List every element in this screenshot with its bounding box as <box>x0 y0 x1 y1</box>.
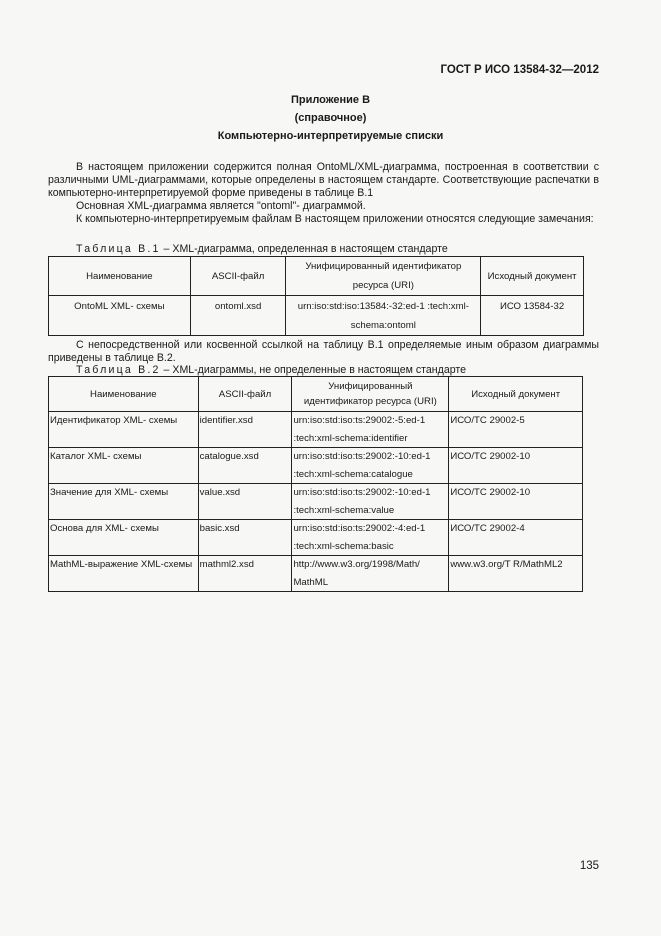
table1-caption-label: Таблица В.1 <box>76 243 161 255</box>
table1-header-cell: Унифицированный идентификатор ресурса (URI) <box>286 257 481 296</box>
table2-caption-label: Таблица В.2 <box>76 364 161 376</box>
table1-header-cell: ASCII-файл <box>190 257 286 296</box>
table-row <box>49 412 583 448</box>
table-cell: urn:iso:std:iso:ts:29002:-4:ed-1 :tech:xml-schema:basic <box>292 520 449 556</box>
appendix-title: Приложение В <box>290 94 371 106</box>
table2-header-row <box>49 377 583 412</box>
table-cell: www.w3.org/T R/MathML2 <box>449 556 583 592</box>
table1-header-cell: Наименование <box>49 257 191 296</box>
table-row <box>49 520 583 556</box>
table-row <box>49 484 583 520</box>
table-cell: basic.xsd <box>198 520 292 556</box>
paragraph-notes: К компьютерно-интерпретируемым файлам В настоящем приложении относятся следующие замечания: <box>76 213 594 225</box>
paragraph-intro: В настоящем приложении содержится полная OntoML/XML-диаграмма, построенная в соответствии с различными UML-диаграммами, которые определены в настоящем стандарте. Соответствующие распечатки в компьютерно-интерпретируемой форме приведены в таблице В.1 <box>48 161 599 199</box>
table-row <box>49 296 584 336</box>
table2-header-cell: Исходный документ <box>449 377 583 412</box>
table2-caption-text: – XML-диаграммы, не определенные в настоящем стандарте <box>160 364 467 376</box>
table-row <box>49 448 583 484</box>
table-cell: urn:iso:std:iso:13584:-32:ed-1 :tech:xml-schema:ontoml <box>286 296 481 336</box>
table1-caption-text: – XML-диаграмма, определенная в настоящем стандарте <box>160 243 448 255</box>
table-cell: OntoML XML- схемы <box>49 296 191 336</box>
document-code: ГОСТ Р ИСО 13584-32—2012 <box>440 64 599 76</box>
table1 <box>48 256 584 336</box>
table-cell: ИСО/ТС 29002-10 <box>449 448 583 484</box>
table-cell: ИСО/ТС 29002-10 <box>449 484 583 520</box>
table-cell: identifier.xsd <box>198 412 292 448</box>
table-cell: http://www.w3.org/1998/Math/ MathML <box>292 556 449 592</box>
paragraph-table2-intro: С непосредственной или косвенной ссылкой на таблицу В.1 определяемые иным образом диаграммы приведены в таблице В.2. <box>48 339 599 364</box>
table-cell: urn:iso:std:iso:ts:29002:-5:ed-1 :tech:xml-schema:identifier <box>292 412 449 448</box>
table-cell: ontoml.xsd <box>190 296 286 336</box>
table-cell: catalogue.xsd <box>198 448 292 484</box>
table2 <box>48 376 583 592</box>
table-cell: Идентификатор XML- схемы <box>49 412 199 448</box>
paragraph-main-diagram: Основная XML-диаграмма является "ontoml"- диаграммой. <box>76 200 366 212</box>
table-cell: urn:iso:std:iso:ts:29002:-10:ed-1 :tech:xml-schema:catalogue <box>292 448 449 484</box>
appendix-status: (справочное) <box>294 112 367 124</box>
table-cell: MathML-выражение XML-схемы <box>49 556 199 592</box>
table-cell: Основа для XML- схемы <box>49 520 199 556</box>
table-cell: value.xsd <box>198 484 292 520</box>
table2-header-cell: Унифицированный идентификатор ресурса (URI) <box>292 377 449 412</box>
table-cell: ИСО 13584-32 <box>481 296 584 336</box>
table-cell: mathml2.xsd <box>198 556 292 592</box>
table-cell: Каталог XML- схемы <box>49 448 199 484</box>
table-cell: ИСО/ТС 29002-5 <box>449 412 583 448</box>
table-cell: urn:iso:std:iso:ts:29002:-10:ed-1 :tech:xml-schema:value <box>292 484 449 520</box>
table-cell: Значение для XML- схемы <box>49 484 199 520</box>
table-row <box>49 556 583 592</box>
table1-header-row <box>49 257 584 296</box>
table-cell: ИСО/ТС 29002-4 <box>449 520 583 556</box>
table1-header-cell: Исходный документ <box>481 257 584 296</box>
table1-caption <box>76 243 448 255</box>
table2-header-cell: Наименование <box>49 377 199 412</box>
table2-header-cell: ASCII-файл <box>198 377 292 412</box>
appendix-subtitle: Компьютерно-интерпретируемые списки <box>217 130 444 142</box>
page-number: 135 <box>579 860 599 872</box>
table2-caption <box>76 364 466 376</box>
